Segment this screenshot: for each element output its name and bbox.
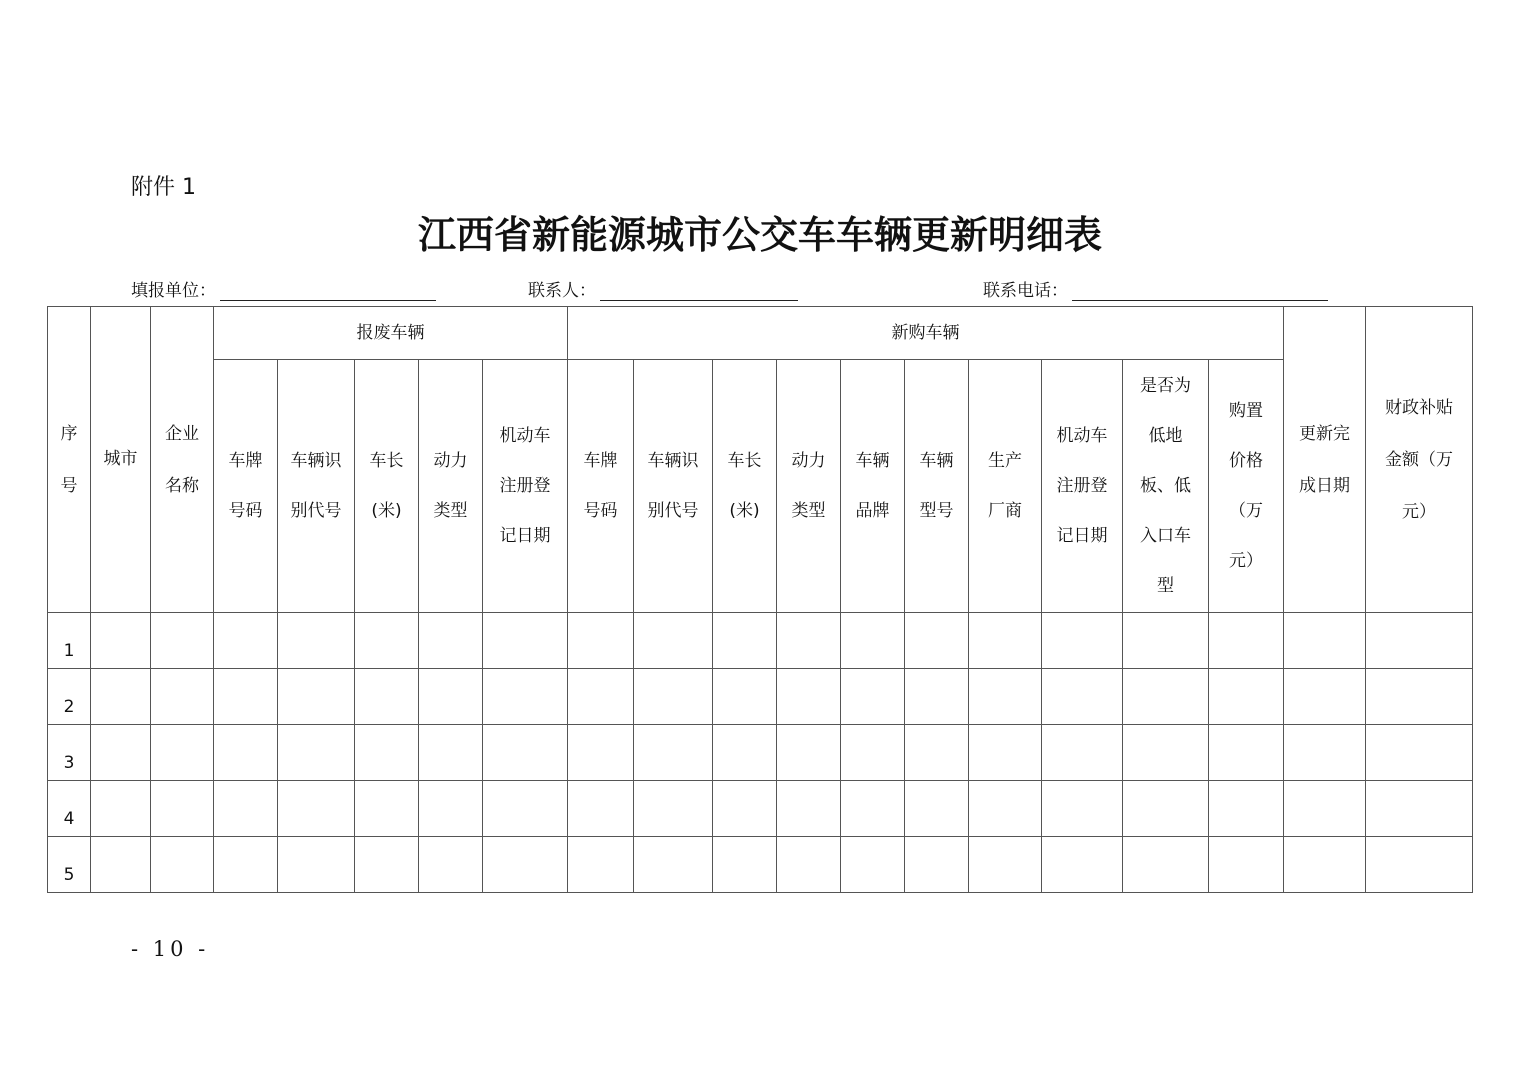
table-cell[interactable]: [151, 669, 214, 725]
table-cell[interactable]: [905, 669, 969, 725]
row-number: 5: [48, 837, 91, 893]
detail-table: [47, 306, 1473, 893]
table-cell[interactable]: [1209, 613, 1284, 669]
header-new-regdate: 机动车 注册登 记日期: [1042, 360, 1123, 613]
table-cell[interactable]: [214, 781, 278, 837]
table-cell[interactable]: [278, 837, 355, 893]
header-new-lowfloor: 是否为 低地 板、低 入口车 型: [1123, 360, 1209, 613]
table-cell[interactable]: [355, 781, 419, 837]
table-cell[interactable]: [214, 613, 278, 669]
table-cell[interactable]: [568, 781, 634, 837]
table-cell[interactable]: [1284, 781, 1366, 837]
table-cell[interactable]: [355, 837, 419, 893]
table-cell[interactable]: [483, 613, 568, 669]
table-cell[interactable]: [1042, 781, 1123, 837]
table-cell[interactable]: [151, 781, 214, 837]
table-cell[interactable]: [1123, 725, 1209, 781]
table-cell[interactable]: [969, 781, 1042, 837]
header-new-brand: 车辆 品牌: [841, 360, 905, 613]
table-cell[interactable]: [1366, 669, 1473, 725]
table-cell[interactable]: [1042, 837, 1123, 893]
table-cell[interactable]: [713, 613, 777, 669]
table-cell[interactable]: [568, 669, 634, 725]
table-cell[interactable]: [568, 837, 634, 893]
table-cell[interactable]: [713, 837, 777, 893]
table-cell[interactable]: [1209, 781, 1284, 837]
table-cell[interactable]: [355, 725, 419, 781]
table-cell[interactable]: [713, 781, 777, 837]
header-scrapped-plate: 车牌 号码: [214, 360, 278, 613]
page-number: - 10 -: [131, 937, 210, 961]
fill-contact: [528, 276, 798, 301]
table-row: [48, 781, 1473, 837]
table-cell[interactable]: [1209, 669, 1284, 725]
table-cell[interactable]: [777, 725, 841, 781]
table-cell[interactable]: [905, 725, 969, 781]
table-cell[interactable]: [841, 613, 905, 669]
table-cell[interactable]: [1366, 837, 1473, 893]
table-cell[interactable]: [841, 669, 905, 725]
header-new-model: 车辆 型号: [905, 360, 969, 613]
table-cell[interactable]: [355, 669, 419, 725]
table-cell[interactable]: [419, 725, 483, 781]
table-cell[interactable]: [1209, 725, 1284, 781]
table-cell[interactable]: [841, 725, 905, 781]
row-number: 2: [48, 669, 91, 725]
table-cell[interactable]: [1123, 613, 1209, 669]
header-new-plate: 车牌 号码: [568, 360, 634, 613]
header-new-power: 动力 类型: [777, 360, 841, 613]
table-cell[interactable]: [634, 669, 713, 725]
header-subsidy: 财政补贴 金额（万 元）: [1366, 307, 1473, 613]
table-cell[interactable]: [91, 837, 151, 893]
table-cell[interactable]: [483, 837, 568, 893]
table-cell[interactable]: [1366, 613, 1473, 669]
table-cell[interactable]: [91, 781, 151, 837]
table-cell[interactable]: [1284, 725, 1366, 781]
table-cell[interactable]: [419, 837, 483, 893]
table-cell[interactable]: [634, 837, 713, 893]
table-cell[interactable]: [777, 669, 841, 725]
header-seq: 序 号: [48, 307, 91, 613]
document-title: 江西省新能源城市公交车车辆更新明细表: [417, 212, 1102, 257]
row-number: 3: [48, 725, 91, 781]
table-cell[interactable]: [483, 781, 568, 837]
table-cell[interactable]: [419, 669, 483, 725]
fill-phone: [983, 276, 1328, 301]
table-cell[interactable]: [1284, 837, 1366, 893]
table-cell[interactable]: [969, 837, 1042, 893]
table-cell[interactable]: [1284, 669, 1366, 725]
header-new-vin: 车辆识 别代号: [634, 360, 713, 613]
table-cell[interactable]: [1042, 669, 1123, 725]
table-cell[interactable]: [1123, 837, 1209, 893]
table-cell[interactable]: [777, 837, 841, 893]
table-cell[interactable]: [634, 781, 713, 837]
table-body: [48, 613, 1473, 893]
table-cell[interactable]: [214, 725, 278, 781]
header-company: 企业 名称: [151, 307, 214, 613]
table-cell[interactable]: [568, 725, 634, 781]
table-cell[interactable]: [777, 781, 841, 837]
table-cell[interactable]: [634, 613, 713, 669]
table-row: [48, 837, 1473, 893]
fill-phone-line[interactable]: [1072, 278, 1328, 301]
table-cell[interactable]: [969, 669, 1042, 725]
table-cell[interactable]: [1209, 837, 1284, 893]
table-cell[interactable]: [214, 669, 278, 725]
table-cell[interactable]: [278, 781, 355, 837]
table-cell[interactable]: [777, 613, 841, 669]
table-cell[interactable]: [483, 669, 568, 725]
table-cell[interactable]: [419, 781, 483, 837]
table-cell[interactable]: [841, 781, 905, 837]
table-cell[interactable]: [483, 725, 568, 781]
header-scrapped-regdate: 机动车 注册登 记日期: [483, 360, 568, 613]
table-row: [48, 669, 1473, 725]
table-cell[interactable]: [1123, 781, 1209, 837]
table-cell[interactable]: [214, 837, 278, 893]
table-cell[interactable]: [1284, 613, 1366, 669]
header-scrapped-vin: 车辆识 别代号: [278, 360, 355, 613]
table-cell[interactable]: [91, 613, 151, 669]
table-cell[interactable]: [91, 725, 151, 781]
table-cell[interactable]: [278, 669, 355, 725]
table-cell[interactable]: [841, 837, 905, 893]
table-cell[interactable]: [278, 613, 355, 669]
table-cell[interactable]: [568, 613, 634, 669]
fill-unit-label: 填报单位：: [131, 281, 216, 301]
table-row: [48, 613, 1473, 669]
fill-contact-label: 联系人：: [528, 281, 596, 301]
header-scrapped-length: 车长 (米): [355, 360, 419, 613]
table-cell[interactable]: [713, 669, 777, 725]
fill-phone-label: 联系电话：: [983, 281, 1068, 301]
table-row: [48, 725, 1473, 781]
table-cell[interactable]: [151, 725, 214, 781]
header-scrapped-group: 报废车辆: [214, 307, 568, 360]
fill-unit: [131, 276, 436, 301]
header-city: 城市: [91, 307, 151, 613]
table-cell[interactable]: [151, 613, 214, 669]
header-new-maker: 生产 厂商: [969, 360, 1042, 613]
table-cell[interactable]: [1366, 725, 1473, 781]
table-cell[interactable]: [634, 725, 713, 781]
table-cell[interactable]: [1042, 725, 1123, 781]
table-cell[interactable]: [278, 725, 355, 781]
header-done-date: 更新完 成日期: [1284, 307, 1366, 613]
table-cell[interactable]: [151, 837, 214, 893]
attachment-label: 附件 1: [131, 175, 196, 200]
row-number: 4: [48, 781, 91, 837]
table-cell[interactable]: [91, 669, 151, 725]
table-cell[interactable]: [1123, 669, 1209, 725]
table-cell[interactable]: [905, 837, 969, 893]
header-scrapped-power: 动力 类型: [419, 360, 483, 613]
table-cell[interactable]: [969, 613, 1042, 669]
row-number: 1: [48, 613, 91, 669]
table-cell[interactable]: [905, 613, 969, 669]
table-cell[interactable]: [355, 613, 419, 669]
table-cell[interactable]: [969, 725, 1042, 781]
header-new-group: 新购车辆: [568, 307, 1284, 360]
fill-contact-line[interactable]: [600, 278, 798, 301]
table-cell[interactable]: [419, 613, 483, 669]
table-cell[interactable]: [1366, 781, 1473, 837]
header-new-length: 车长 (米): [713, 360, 777, 613]
table-cell[interactable]: [1042, 613, 1123, 669]
table-cell[interactable]: [905, 781, 969, 837]
fill-unit-line[interactable]: [220, 278, 436, 301]
table-cell[interactable]: [713, 725, 777, 781]
header-new-price: 购置 价格 （万 元）: [1209, 360, 1284, 613]
